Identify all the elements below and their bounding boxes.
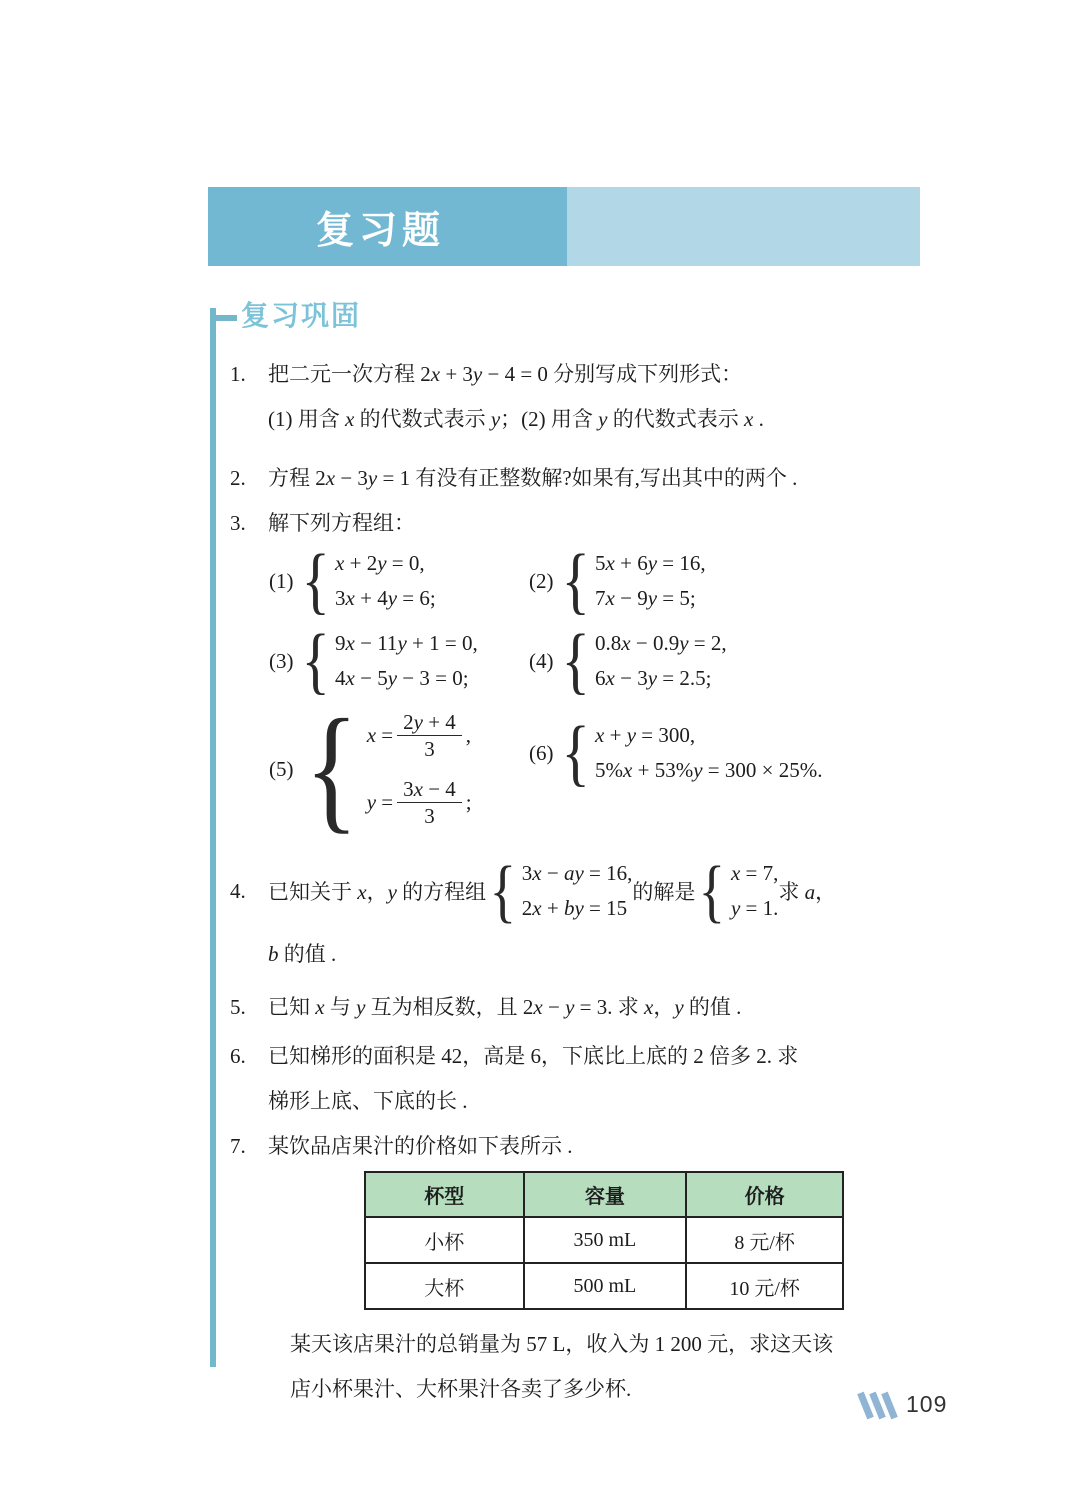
system-2-label: (2): [529, 568, 554, 593]
system-1-eq-1: x + 2y = 0,: [335, 551, 425, 575]
equation-system-3: [269, 619, 529, 702]
system-4-eq-2: 6x − 3y = 2.5;: [595, 666, 712, 690]
banner-light-segment: [567, 187, 920, 266]
problem-7-text: 某饮品店果汁的价格如下表所示 .: [268, 1134, 573, 1158]
left-brace: {: [301, 619, 330, 702]
problem-4-number: 4.: [230, 878, 246, 903]
table-row: [365, 1263, 843, 1309]
system-4-eq-1: 0.8x − 0.9y = 2,: [595, 631, 727, 655]
system-5-eq-2: y = $\frac{3x - 4}{3}$ ;: [366, 777, 472, 828]
system-6-eq-2: 5%x + 53%y = 300 × 25%.: [595, 758, 823, 782]
left-brace: {: [304, 691, 358, 846]
left-brace: {: [561, 539, 590, 622]
problem-4-line-2: b 的值 .: [268, 942, 337, 966]
problem-5-text: 已知 x 与 y 互为相反数，且 2x − y = 3. 求 x，y 的值 .: [268, 995, 742, 1019]
table-header-cup-type: 杯型: [365, 1172, 524, 1217]
equation-system-1: [269, 539, 529, 622]
page-number: 109: [906, 1391, 948, 1417]
problem-4-system-1: 3x − ay = 16, 2x + by = 15: [521, 861, 633, 920]
system-5-eq-1: x = $\frac{2y + 4}{3}$ ,: [366, 710, 472, 761]
banner-dark-segment: [208, 187, 567, 266]
problem-7: [230, 1124, 930, 1169]
table-cell-cup: 大杯: [365, 1263, 524, 1309]
table-header-price: 价格: [686, 1172, 843, 1217]
section-vertical-rule: [210, 308, 216, 1367]
problem-2-number: 2.: [230, 466, 246, 490]
system-3-eq-2: 4x − 5y − 3 = 0;: [335, 666, 469, 690]
system-3-eq-1: 9x − 11y + 1 = 0,: [335, 631, 478, 655]
left-brace: {: [561, 711, 590, 794]
problem-6-text: 已知梯形的面积是 42，高是 6，下底比上底的 2 倍多 2. 求: [268, 1044, 799, 1068]
problem-5-number: 5.: [230, 995, 246, 1019]
fraction: $\frac{3x - 4}{3}$: [397, 776, 462, 829]
table-cell-cup: 小杯: [365, 1217, 524, 1263]
problem-7-closing-line-1: 某天该店果汁的总销量为 57 L，收入为 1 200 元，求这天该: [290, 1332, 834, 1356]
section-dash: [210, 315, 237, 321]
problem-6-line-2: 梯形上底、下底的长 .: [268, 1089, 468, 1113]
problem-1-number: 1.: [230, 362, 246, 386]
table-header-capacity: 容量: [524, 1172, 687, 1217]
system-2-eq-1: 5x + 6y = 16,: [595, 551, 706, 575]
left-brace: {: [489, 852, 517, 930]
problem-6: [230, 1034, 930, 1124]
problem-7-closing: [230, 1322, 930, 1412]
table-header-row: [365, 1172, 843, 1217]
system-6-label: (6): [529, 740, 554, 765]
problem-4: [230, 850, 930, 932]
section-title: 复习巩固: [241, 300, 362, 331]
left-brace: {: [301, 539, 330, 622]
system-1-eq-2: 3x + 4y = 6;: [335, 586, 436, 610]
problem-4-mid-text: 的解是: [632, 880, 696, 904]
system-5-label: (5): [269, 756, 294, 781]
page-footer: [862, 1390, 947, 1419]
system-1-label: (1): [269, 568, 294, 593]
page-title: 复习题: [316, 210, 446, 252]
left-brace: {: [561, 619, 590, 702]
problem-3-number: 3.: [230, 511, 246, 535]
problem-3-text: 解下列方程组：: [268, 511, 415, 535]
problem-6-number: 6.: [230, 1044, 246, 1068]
table-cell-price: 10 元/杯: [686, 1263, 843, 1309]
system-4-label: (4): [529, 648, 554, 673]
table-cell-capacity: 350 mL: [524, 1217, 687, 1263]
equation-system-4: [529, 619, 727, 702]
equation-system-5: [269, 691, 529, 846]
problem-2-text: 方程 2x − 3y = 1 有没有正整数解?如果有,写出其中的两个 .: [268, 466, 798, 490]
problem-1: [230, 352, 930, 442]
system-2-eq-2: 7x − 9y = 5;: [595, 586, 696, 610]
equation-system-2: [529, 539, 706, 622]
problem-4-post-text: 求 a，: [778, 880, 837, 904]
problem-5: [230, 985, 930, 1030]
table-cell-price: 8 元/杯: [686, 1217, 843, 1263]
problem-1-text: 把二元一次方程 2x + 3y − 4 = 0 分别写成下列形式：: [268, 362, 743, 386]
footer-slashes-icon: [862, 1392, 898, 1419]
system-6-eq-1: x + y = 300,: [595, 723, 696, 747]
problem-7-closing-line-2: 店小杯果汁、大杯果汁各卖了多少杯.: [290, 1377, 632, 1401]
juice-price-table: [364, 1171, 844, 1310]
table-cell-capacity: 500 mL: [524, 1263, 687, 1309]
problems-list: [230, 352, 930, 1412]
problem-1-subtext: (1) 用含 x 的代数式表示 y；(2) 用含 y 的代数式表示 x .: [268, 407, 764, 431]
problem-4-system-2: x = 7, y = 1.: [730, 861, 779, 920]
chapter-banner: [208, 187, 920, 266]
equation-system-6: [529, 711, 823, 794]
problem-2: [230, 456, 930, 501]
problem-4-pre-text: 已知关于 x，y 的方程组: [268, 880, 487, 904]
table-row: [365, 1217, 843, 1263]
fraction: $\frac{2y + 4}{3}$: [397, 709, 462, 762]
problem-7-number: 7.: [230, 1134, 246, 1158]
system-3-label: (3): [269, 648, 294, 673]
left-brace: {: [698, 852, 726, 930]
